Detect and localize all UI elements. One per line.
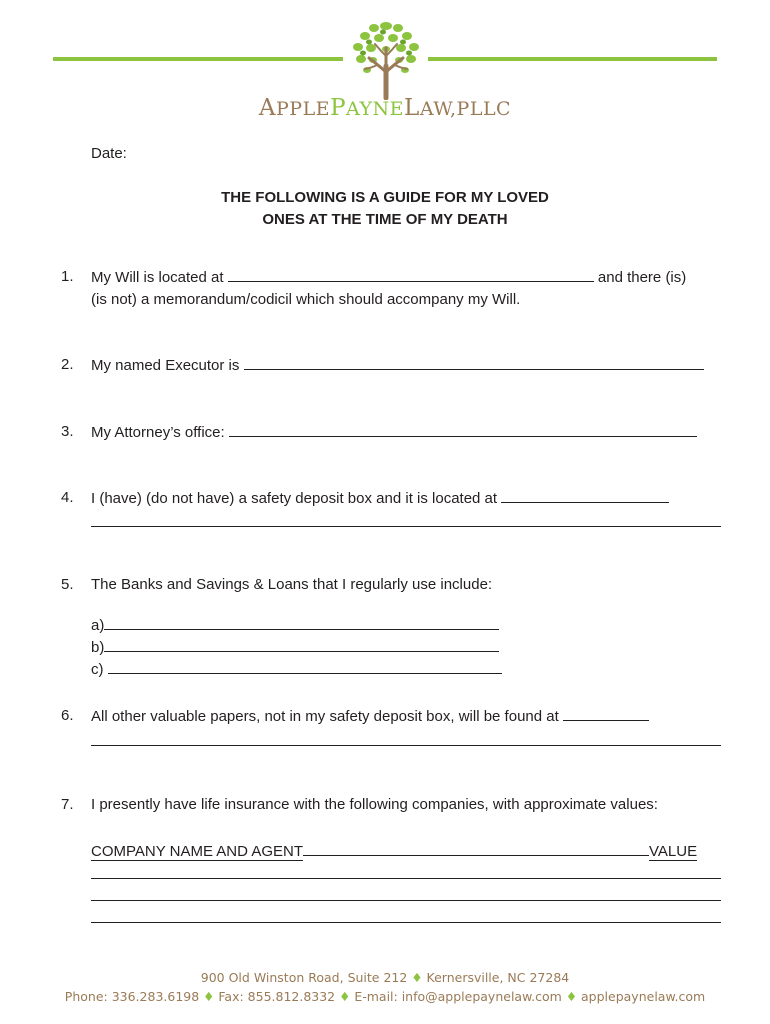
item6-line (91, 705, 649, 728)
brand-name (0, 95, 770, 121)
brand-letter: L (404, 95, 420, 121)
footer-city: Kernersville, NC 27284 (426, 970, 570, 985)
item1-text-b: and there (is) (597, 269, 687, 286)
item1-line1 (91, 266, 686, 289)
brand-word-payne: AYNE (346, 98, 405, 120)
page-title-line2: ONES AT THE TIME OF MY DEATH (262, 211, 508, 228)
item1-text-a: My Will is located at (91, 269, 224, 286)
tree-icon (343, 14, 429, 100)
brand-letter: P (330, 95, 347, 121)
bank-line-b (91, 636, 499, 659)
header-underline (303, 840, 649, 856)
item-number: 3. (61, 423, 74, 440)
footer-address-line (0, 970, 770, 985)
insurance-row-1-field[interactable] (91, 878, 721, 879)
item2-text: My named Executor is (91, 357, 240, 374)
item4-text: I (have) (do not have) a safety deposit box and it is located at (91, 490, 498, 507)
item-number: 5. (61, 576, 74, 593)
insurance-row-2-field[interactable] (91, 900, 721, 901)
item3-line (91, 421, 697, 444)
brand-word-law: AW (419, 98, 450, 120)
item-number: 7. (61, 796, 74, 813)
footer-phone: Phone: 336.283.6198 (64, 989, 200, 1004)
col-value-header: VALUE (649, 843, 698, 860)
papers-location-field[interactable] (563, 705, 649, 721)
brand-letter: A (258, 95, 276, 121)
bank-line-c (91, 658, 502, 681)
col-company-header: COMPANY NAME AND AGENT (91, 843, 303, 860)
diamond-icon: ♦ (565, 989, 578, 1004)
item-number: 1. (61, 268, 74, 285)
brand-word-apple: PPLE (276, 98, 331, 120)
insurance-table-header (91, 840, 721, 863)
diamond-icon: ♦ (339, 989, 351, 1004)
diamond-icon: ♦ (411, 970, 423, 985)
bank-b-field[interactable] (104, 636, 499, 652)
brand-suffix: ,PLLC (450, 98, 512, 120)
item5-text: The Banks and Savings & Loans that I regularly use include: (91, 576, 493, 593)
date-label: Date: (91, 145, 127, 162)
footer-fax: Fax: 855.812.8332 (218, 989, 336, 1004)
item6-text: All other valuable papers, not in my safety deposit box, will be found at (91, 708, 559, 725)
bank-c-label: c) (91, 661, 104, 678)
item7-text: I presently have life insurance with the following companies, with approximate values: (91, 796, 658, 813)
attorney-office-field[interactable] (229, 421, 697, 437)
footer-address: 900 Old Winston Road, Suite 212 (200, 970, 408, 985)
papers-location-field-2[interactable] (91, 745, 721, 746)
item3-text: My Attorney’s office: (91, 424, 225, 441)
header-rule-left (53, 57, 343, 61)
bank-b-label: b) (91, 639, 105, 656)
bank-a-field[interactable] (104, 614, 499, 630)
header-rule-right (428, 57, 717, 61)
footer-email[interactable]: E-mail: info@applepaynelaw.com (354, 989, 562, 1004)
item1-text-c: (is not) a memorandum/codicil which should accompany my Will. (91, 291, 521, 308)
executor-field[interactable] (244, 354, 704, 370)
item4-line (91, 487, 669, 510)
page-title-line1: THE FOLLOWING IS A GUIDE FOR MY LOVED (221, 189, 549, 206)
item2-line (91, 354, 704, 377)
footer-website[interactable]: applepaynelaw.com (581, 989, 706, 1004)
diamond-icon: ♦ (203, 989, 215, 1004)
bank-a-label: a) (91, 617, 105, 634)
bank-line-a (91, 614, 499, 637)
insurance-row-3-field[interactable] (91, 922, 721, 923)
item-number: 6. (61, 707, 74, 724)
item-number: 2. (61, 356, 74, 373)
item-number: 4. (61, 489, 74, 506)
bank-c-field[interactable] (108, 658, 502, 674)
footer-contact-line (0, 989, 770, 1004)
deposit-box-location-field-2[interactable] (91, 526, 721, 527)
will-location-field[interactable] (228, 266, 594, 282)
deposit-box-location-field[interactable] (501, 487, 669, 503)
